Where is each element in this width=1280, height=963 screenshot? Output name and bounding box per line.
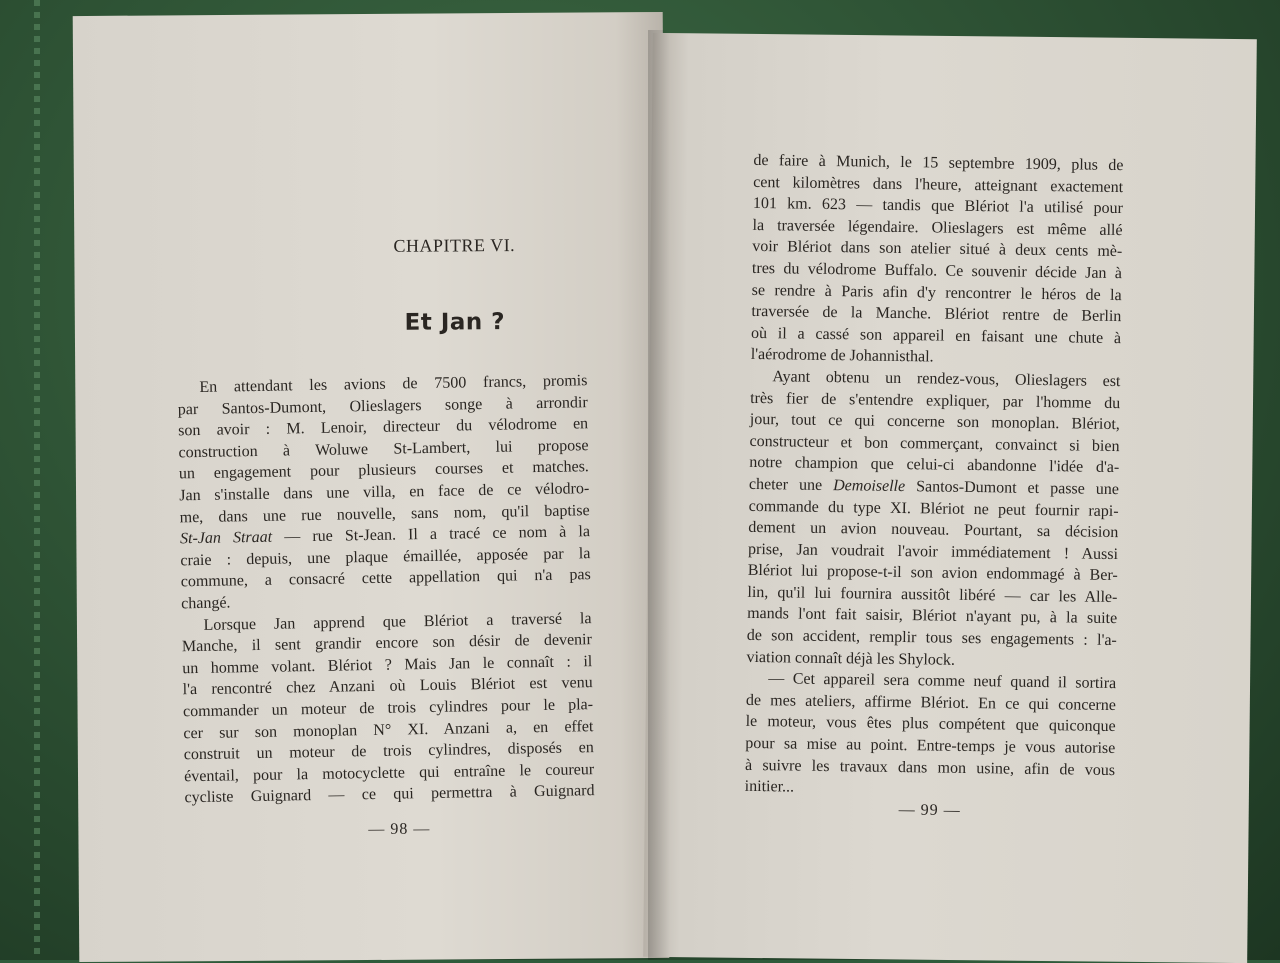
text-line: — Cet appareil sera comme neuf quand il sortira (768, 670, 1117, 693)
text-line: pour sa mise au point. Entre-temps je vous autorise (745, 734, 1116, 758)
text-line: à suivre les travaux dans mon usine, afin de vous (744, 756, 1116, 779)
left-page-body (177, 370, 594, 809)
text-line: le moteur, vous êtes plus compétent que quiconque (745, 713, 1116, 736)
text-line: se rendre à Paris afin d'y rencontrer le héros de la (751, 281, 1122, 304)
text-line: Ayant obtenu un rendez-vous, Olieslagers est (772, 368, 1121, 391)
demoiselle-post: Santos-Dumont et passe une (905, 477, 1120, 498)
demoiselle-pre: cheter une (748, 475, 834, 494)
right-page-body (745, 150, 1124, 803)
page-number: — 98 — (368, 820, 431, 839)
text-line: très fier de s'entendre expliquer, par l'homme du (750, 389, 1121, 412)
street-name-rest: — rue St-Jean. Il a tracé ce nom à la (271, 523, 591, 546)
text-line: initier... (744, 778, 795, 796)
text-line: où il a cassé son appareil en faisant une chute à (750, 324, 1122, 347)
text-line: Manche, il sent grandir encore son désir de devenir (181, 631, 593, 656)
text-line: Lorsque Jan apprend que Blériot a traversé la (203, 609, 592, 634)
text-line: tres du vélodrome Buffalo. Ce souvenir décide Jan à (751, 259, 1123, 283)
chapter-title: Et Jan ? (404, 309, 506, 336)
text-line: dement un avion nouveau. Pourtant, sa décision (748, 518, 1119, 542)
text-line: cycliste Guignard — ce qui permettra à Guignard (184, 782, 595, 807)
text-line: son avoir : M. Lenoir, directeur du vélodrome en (178, 415, 589, 440)
text-line: prise, Jan voudrait l'avoir immédiatement ! Aussi (747, 540, 1119, 563)
text-line: me, dans une rue nouvelle, sans nom, qu'il baptise (179, 501, 590, 526)
left-page (73, 12, 670, 962)
text-line: un engagement pour plusieurs courses et matches. (178, 458, 590, 483)
text-line: construit un moteur de trois cylindres, disposés en (183, 739, 594, 764)
text-line: l'a rencontré chez Anzani où Louis Blériot est venu (182, 674, 593, 699)
text-line: constructeur et bon commerçant, convainct si bien (749, 432, 1120, 455)
right-page (643, 33, 1257, 963)
text-line: cent kilomètres dans l'heure, atteignant exactement (753, 173, 1124, 196)
text-line: de mes ateliers, affirme Blériot. En ce qui concerne (745, 691, 1117, 714)
text-line: par Santos-Dumont, Olieslagers songe à arrondir (177, 393, 588, 418)
text-line: traversée de la Manche. Blériot rentre de Berlin (751, 303, 1122, 326)
text-line: l'aérodrome de Johannisthal. (750, 346, 934, 366)
text-line: Jan s'installe dans une villa, en face de ce vélodro- (179, 480, 590, 505)
text-line: la traversée légendaire. Olieslagers est même allé (752, 216, 1123, 239)
text-line: commander un moteur de trois cylindres pour le pla- (182, 696, 594, 721)
text-line: un homme volant. Blériot ? Mais Jan le connaît : il (182, 652, 593, 678)
text-line: changé. (181, 594, 231, 613)
text-line: En attendant les avions de 7500 francs, promis (199, 372, 588, 396)
text-line: notre champion que celui-ci abandonne l'idée d'a- (749, 454, 1120, 477)
text-line: de faire à Munich, le 15 septembre 1909, plus de (753, 151, 1124, 175)
street-name-italic: St-Jan Straat (179, 528, 273, 548)
cover-stitching (34, 0, 40, 960)
text-line: éventail, pour la motocyclette qui entraîne le coureur (184, 760, 595, 785)
text-line: viation connaît déjà les Shylock. (746, 648, 956, 669)
text-line: mands l'ont fait saisir, Blériot n'ayant pu, à la suite (747, 605, 1118, 628)
page-number: — 99 — (898, 801, 961, 820)
text-line: 101 km. 623 — tandis que Blériot l'a utilisé pour (752, 195, 1123, 218)
book-gutter-shadow (648, 30, 670, 960)
text-line: commune, a consacré cette appellation qui n'a pas (180, 566, 591, 591)
text-line: craie : depuis, une plaque émaillée, apposée par la (180, 544, 591, 570)
text-line: cer sur son monoplan N° XI. Anzani a, en effet (183, 717, 594, 742)
text-line: de son accident, remplir tous ses engagements : l'a- (746, 626, 1117, 650)
text-line: voir Blériot dans son atelier situé à deux cents mè- (752, 238, 1123, 261)
text-line: lin, qu'il lui fournira aussitôt libéré — car les Alle- (747, 583, 1118, 606)
text-line: jour, tout ce qui concerne son monoplan. Blériot, (749, 411, 1120, 434)
text-line: commande du type XI. Blériot ne peut fournir rapi- (748, 497, 1119, 520)
demoiselle-italic: Demoiselle (833, 476, 906, 495)
text-line: Blériot lui propose-t-il son avion endommagé à Ber- (747, 562, 1118, 585)
chapter-label: CHAPITRE VI. (393, 234, 516, 256)
text-line: construction à Woluwe St-Lambert, lui propose (178, 436, 589, 462)
